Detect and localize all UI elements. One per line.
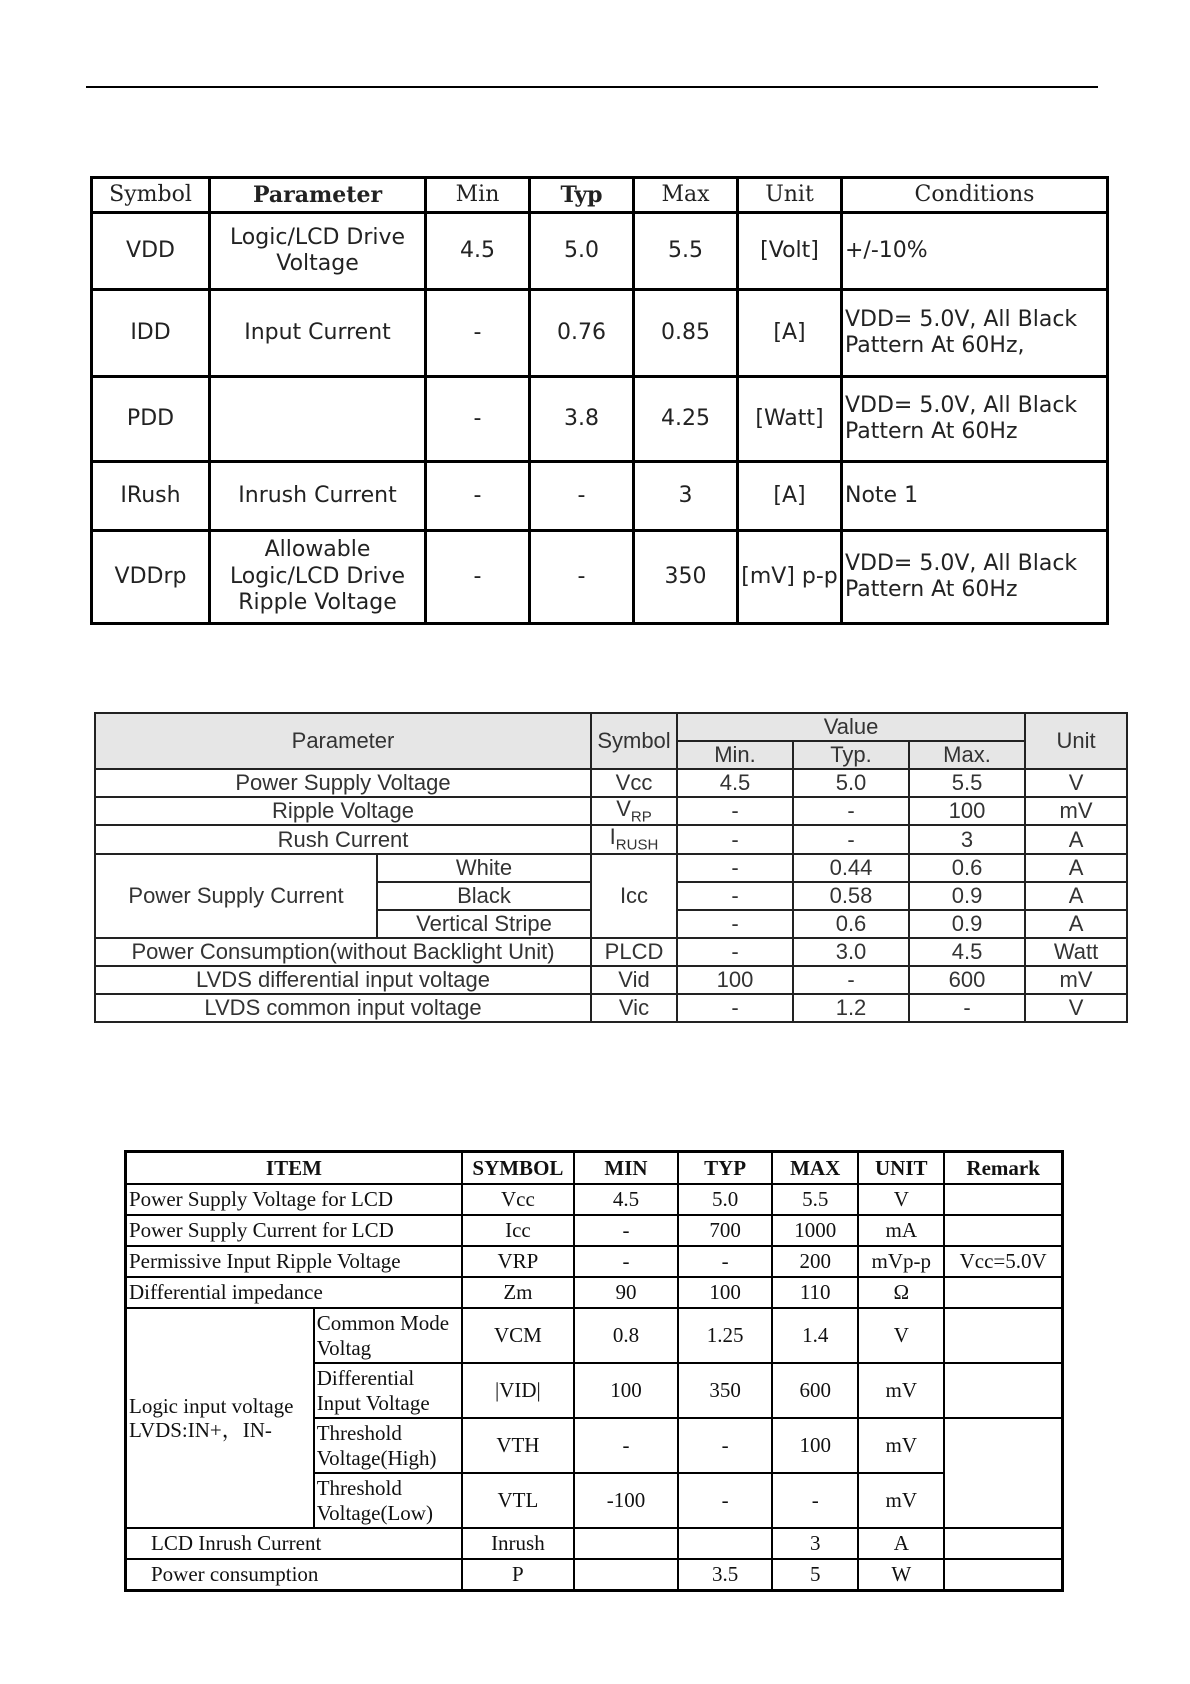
remark-cell xyxy=(944,1215,1062,1246)
typ-cell: 350 xyxy=(678,1363,772,1418)
condition-cell: Black xyxy=(377,882,591,910)
item-cell: LCD Inrush Current xyxy=(126,1528,462,1559)
unit-cell: [A] xyxy=(738,290,842,377)
min-cell: 100 xyxy=(574,1363,678,1418)
table-row xyxy=(126,1215,1063,1246)
conditions-cell: VDD= 5.0V, All Black Pattern At 60Hz xyxy=(842,531,1108,624)
min-cell: - xyxy=(426,531,530,624)
min-cell: 90 xyxy=(574,1277,678,1308)
max-cell: - xyxy=(909,994,1025,1022)
typ-cell: 5.0 xyxy=(678,1184,772,1215)
table-row xyxy=(126,1308,1063,1363)
min-cell: - xyxy=(426,377,530,462)
max-cell: 0.9 xyxy=(909,882,1025,910)
header-unit: Unit xyxy=(1025,713,1127,769)
parameter-cell: Logic/LCD Drive Voltage xyxy=(210,213,426,290)
max-cell: 0.85 xyxy=(634,290,738,377)
unit-cell: [Watt] xyxy=(738,377,842,462)
symbol-cell: IDD xyxy=(92,290,210,377)
symbol-cell: PDD xyxy=(92,377,210,462)
symbol-cell xyxy=(591,797,677,825)
symbol-subscript: RP xyxy=(630,808,652,826)
typ-cell: - xyxy=(678,1246,772,1277)
parameter-cell: Power Supply Voltage xyxy=(95,769,591,797)
table-header-row xyxy=(95,713,1127,741)
condition-cell: Vertical Stripe xyxy=(377,910,591,938)
unit-cell: A xyxy=(1025,910,1127,938)
header-max: Max. xyxy=(909,741,1025,769)
unit-cell: mV xyxy=(858,1363,944,1418)
typ-cell: - xyxy=(678,1473,772,1528)
sub-item-cell: Threshold Voltage(High) xyxy=(314,1418,462,1473)
header-symbol: Symbol xyxy=(591,713,677,769)
unit-cell: A xyxy=(1025,854,1127,882)
electrical-spec-table-2 xyxy=(94,712,1128,1023)
min-cell: 4.5 xyxy=(677,769,793,797)
symbol-cell: Zm xyxy=(462,1277,574,1308)
unit-cell: mV xyxy=(1025,797,1127,825)
symbol-cell: Vcc xyxy=(462,1184,574,1215)
symbol-cell xyxy=(591,825,677,853)
table-header-row xyxy=(92,178,1108,213)
table-row xyxy=(126,1277,1063,1308)
min-cell: 4.5 xyxy=(574,1184,678,1215)
header-cell: Conditions xyxy=(842,178,1108,213)
typ-cell: 3.0 xyxy=(793,938,909,966)
table-row xyxy=(126,1184,1063,1215)
min-cell: - xyxy=(574,1418,678,1473)
max-cell: 200 xyxy=(772,1246,858,1277)
parameter-cell: Ripple Voltage xyxy=(95,797,591,825)
typ-cell: 5.0 xyxy=(530,213,634,290)
symbol-cell: VCM xyxy=(462,1308,574,1363)
parameter-cell: Power Supply Current xyxy=(95,854,377,938)
table-row xyxy=(95,854,1127,882)
typ-cell: 1.25 xyxy=(678,1308,772,1363)
table-row xyxy=(95,966,1127,994)
unit-cell: A xyxy=(1025,882,1127,910)
unit-cell: A xyxy=(858,1528,944,1559)
parameter-cell: Input Current xyxy=(210,290,426,377)
conditions-cell: Note 1 xyxy=(842,462,1108,531)
remark-cell xyxy=(944,1308,1062,1363)
min-cell: - xyxy=(677,938,793,966)
symbol-cell: Inrush xyxy=(462,1528,574,1559)
unit-cell: mA xyxy=(858,1215,944,1246)
header-cell: Max xyxy=(634,178,738,213)
unit-cell: V xyxy=(858,1308,944,1363)
symbol-cell: PLCD xyxy=(591,938,677,966)
remark-cell xyxy=(944,1184,1062,1215)
header-typ: Typ. xyxy=(793,741,909,769)
table-row xyxy=(126,1559,1063,1591)
typ-cell: - xyxy=(793,966,909,994)
symbol-cell: Icc xyxy=(462,1215,574,1246)
parameter-cell: Inrush Current xyxy=(210,462,426,531)
max-cell: 5.5 xyxy=(772,1184,858,1215)
typ-cell: 0.6 xyxy=(793,910,909,938)
symbol-subscript: RUSH xyxy=(615,836,659,854)
unit-cell: mV xyxy=(1025,966,1127,994)
min-cell: - xyxy=(677,854,793,882)
max-cell: - xyxy=(772,1473,858,1528)
logic-input-label-cell xyxy=(126,1308,314,1528)
min-cell xyxy=(574,1528,678,1559)
table-row xyxy=(95,938,1127,966)
sub-item-cell: Differential Input Voltage xyxy=(314,1363,462,1418)
parameter-cell: Rush Current xyxy=(95,825,591,853)
max-cell: 3 xyxy=(634,462,738,531)
header-parameter: Parameter xyxy=(95,713,591,769)
electrical-spec-table-3 xyxy=(124,1150,1064,1592)
typ-cell: 0.44 xyxy=(793,854,909,882)
header-cell: Remark xyxy=(944,1152,1062,1185)
typ-cell: 0.58 xyxy=(793,882,909,910)
table-row xyxy=(92,531,1108,624)
header-min: Min. xyxy=(677,741,793,769)
parameter-cell: LVDS differential input voltage xyxy=(95,966,591,994)
item-cell: Power Supply Voltage for LCD xyxy=(126,1184,462,1215)
max-cell: 600 xyxy=(909,966,1025,994)
max-cell: 4.5 xyxy=(909,938,1025,966)
typ-cell: - xyxy=(530,462,634,531)
unit-cell: W xyxy=(858,1559,944,1591)
min-cell: - xyxy=(426,290,530,377)
condition-cell: White xyxy=(377,854,591,882)
min-cell: - xyxy=(574,1246,678,1277)
header-cell: Symbol xyxy=(92,178,210,213)
unit-cell: A xyxy=(1025,825,1127,853)
header-cell: SYMBOL xyxy=(462,1152,574,1185)
min-cell xyxy=(574,1559,678,1591)
header-cell: MAX xyxy=(772,1152,858,1185)
logic-label-line: LVDS:IN+，IN- xyxy=(129,1418,272,1442)
header-cell: UNIT xyxy=(858,1152,944,1185)
header-cell: MIN xyxy=(574,1152,678,1185)
max-cell: 3 xyxy=(909,825,1025,853)
symbol-main: I xyxy=(609,825,616,850)
logic-label-line: Logic input voltage xyxy=(129,1393,294,1418)
symbol-cell: Vic xyxy=(591,994,677,1022)
header-rule xyxy=(86,86,1098,88)
min-cell: - xyxy=(677,910,793,938)
header-cell: Min xyxy=(426,178,530,213)
header-cell: Unit xyxy=(738,178,842,213)
typ-cell: - xyxy=(530,531,634,624)
sub-item-cell: Threshold Voltage(Low) xyxy=(314,1473,462,1528)
parameter-cell: LVDS common input voltage xyxy=(95,994,591,1022)
header-cell: TYP xyxy=(678,1152,772,1185)
table-row xyxy=(92,377,1108,462)
unit-cell: V xyxy=(1025,769,1127,797)
parameter-cell: Power Consumption(without Backlight Unit) xyxy=(95,938,591,966)
header-cell: Typ xyxy=(530,178,634,213)
item-cell: Permissive Input Ripple Voltage xyxy=(126,1246,462,1277)
min-cell: - xyxy=(426,462,530,531)
symbol-cell: VDD xyxy=(92,213,210,290)
header-cell: Parameter xyxy=(210,178,426,213)
min-cell: 100 xyxy=(677,966,793,994)
min-cell: -100 xyxy=(574,1473,678,1528)
electrical-spec-table-1 xyxy=(90,176,1109,625)
typ-cell: 700 xyxy=(678,1215,772,1246)
typ-cell: - xyxy=(793,797,909,825)
unit-cell: mVp-p xyxy=(858,1246,944,1277)
unit-cell: V xyxy=(1025,994,1127,1022)
remark-cell xyxy=(944,1277,1062,1308)
min-cell: 4.5 xyxy=(426,213,530,290)
remark-cell xyxy=(944,1418,1062,1528)
conditions-cell: +/-10% xyxy=(842,213,1108,290)
min-cell: - xyxy=(574,1215,678,1246)
symbol-cell: Icc xyxy=(591,854,677,938)
max-cell: 0.9 xyxy=(909,910,1025,938)
symbol-cell: VRP xyxy=(462,1246,574,1277)
sub-item-cell: Common Mode Voltag xyxy=(314,1308,462,1363)
item-cell: Differential impedance xyxy=(126,1277,462,1308)
item-cell: Power consumption xyxy=(126,1559,462,1591)
typ-cell: 1.2 xyxy=(793,994,909,1022)
max-cell: 5.5 xyxy=(634,213,738,290)
typ-cell: - xyxy=(793,825,909,853)
table-row xyxy=(126,1246,1063,1277)
conditions-cell: VDD= 5.0V, All Black Pattern At 60Hz, xyxy=(842,290,1108,377)
max-cell: 100 xyxy=(909,797,1025,825)
typ-cell: 100 xyxy=(678,1277,772,1308)
min-cell: 0.8 xyxy=(574,1308,678,1363)
header-value: Value xyxy=(677,713,1025,741)
table-row xyxy=(95,769,1127,797)
unit-cell: [A] xyxy=(738,462,842,531)
unit-cell: V xyxy=(858,1184,944,1215)
min-cell: - xyxy=(677,994,793,1022)
typ-cell: 5.0 xyxy=(793,769,909,797)
symbol-cell: Vcc xyxy=(591,769,677,797)
typ-cell xyxy=(678,1528,772,1559)
max-cell: 0.6 xyxy=(909,854,1025,882)
typ-cell: - xyxy=(678,1418,772,1473)
table-row xyxy=(92,290,1108,377)
unit-cell: mV xyxy=(858,1418,944,1473)
max-cell: 1.4 xyxy=(772,1308,858,1363)
min-cell: - xyxy=(677,825,793,853)
max-cell: 350 xyxy=(634,531,738,624)
remark-cell: Vcc=5.0V xyxy=(944,1246,1062,1277)
typ-cell: 0.76 xyxy=(530,290,634,377)
symbol-cell: Vid xyxy=(591,966,677,994)
conditions-cell: VDD= 5.0V, All Black Pattern At 60Hz xyxy=(842,377,1108,462)
table-row xyxy=(95,797,1127,825)
remark-cell xyxy=(944,1363,1062,1418)
remark-cell xyxy=(944,1559,1062,1591)
parameter-cell xyxy=(210,377,426,462)
header-cell: ITEM xyxy=(126,1152,462,1185)
table-row xyxy=(92,213,1108,290)
max-cell: 600 xyxy=(772,1363,858,1418)
table-header-row xyxy=(126,1152,1063,1185)
max-cell: 5.5 xyxy=(909,769,1025,797)
symbol-cell: VDDrp xyxy=(92,531,210,624)
table-row xyxy=(92,462,1108,531)
max-cell: 3 xyxy=(772,1528,858,1559)
max-cell: 110 xyxy=(772,1277,858,1308)
max-cell: 5 xyxy=(772,1559,858,1591)
typ-cell: 3.8 xyxy=(530,377,634,462)
remark-cell xyxy=(944,1528,1062,1559)
symbol-main: V xyxy=(616,797,631,821)
unit-cell: Ω xyxy=(858,1277,944,1308)
unit-cell: [mV] p-p xyxy=(738,531,842,624)
symbol-cell: P xyxy=(462,1559,574,1591)
table-row xyxy=(95,994,1127,1022)
symbol-cell: VTL xyxy=(462,1473,574,1528)
max-cell: 100 xyxy=(772,1418,858,1473)
item-cell: Power Supply Current for LCD xyxy=(126,1215,462,1246)
parameter-cell: Allowable Logic/LCD Drive Ripple Voltage xyxy=(210,531,426,624)
max-cell: 1000 xyxy=(772,1215,858,1246)
min-cell: - xyxy=(677,882,793,910)
unit-cell: [Volt] xyxy=(738,213,842,290)
table-row xyxy=(126,1528,1063,1559)
table-row xyxy=(95,825,1127,853)
symbol-cell: VTH xyxy=(462,1418,574,1473)
unit-cell: Watt xyxy=(1025,938,1127,966)
symbol-cell: IRush xyxy=(92,462,210,531)
unit-cell: mV xyxy=(858,1473,944,1528)
min-cell: - xyxy=(677,797,793,825)
typ-cell: 3.5 xyxy=(678,1559,772,1591)
max-cell: 4.25 xyxy=(634,377,738,462)
symbol-cell: |VID| xyxy=(462,1363,574,1418)
